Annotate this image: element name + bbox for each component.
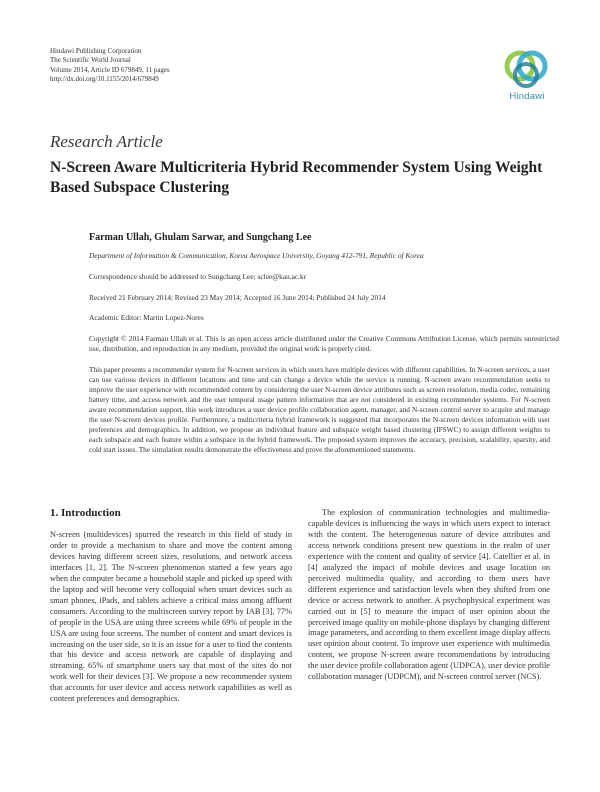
affiliation: Department of Information & Communication, Korea Aerospace University, Goyang 412-791, Republic of Korea <box>89 251 424 260</box>
publication-info <box>50 47 170 84</box>
doi-link[interactable]: http://dx.doi.org/10.1155/2014/679849 <box>50 74 159 83</box>
journal-name: The Scientific World Journal <box>50 56 131 65</box>
academic-editor: Academic Editor: Martin Lopez-Nores <box>89 313 204 322</box>
paragraph: The explosion of communication technologies and multimedia-capable devices is influencing the ways in which users expect to interact with the content. The heterogeneous nature of device attributes and access network conditions present new questions in the realm of user experience with the content and quality of service [4]. Catellier et al. in [4] analyzed the impact of mobile devices and usage location on perceived multimedia quality, and according to them users have different experience and satisfaction levels when they shifted from one device or access network to another. A psychophysical experiment was carried out in [5] to measure the impact of user opinion about the perceived image quality on mobile-phone displays by changing different image parameters, and according to them excellent image display affects user opinion about content. To improve user experience with multimedia content, we propose N-screen aware recommendations by introducing the user device profile collaboration agent (UDPCA), user device profile collaboration manager (UDPCM), and N-screen control server (NCS). <box>308 508 550 682</box>
abstract: This paper presents a recommender system for N-screen services in which users have multiple devices with different capabilities. In N-screen services, a user can use various devices in different locations and time and can change a device while the service is running. N-screen aware recommendation seeks to improve the user experience with recommended content by considering the user N-screen device attributes such as screen resolution, media codec, remaining battery time, and access network and the user temporal usage pattern information that are not considered in existing recommender systems. For N-screen aware recommendation support, this work introduces a user device profile collaboration agent, manager, and N-screen control server to acquire and manage the user N-screen devices profile. Furthermore, a multicriteria hybrid framework is suggested that incorporates the N-screen devices information with user preferences and demographics. In addition, we propose an individual feature and subspace weight based clustering (IFSWC) to assign different weights to each subspace and each feature within a subspace in the hybrid framework. The proposed system improves the accuracy, precision, scalability, sparsity, and cold start issues. The simulation results demonstrate the effectiveness and prove the aforementioned statements. <box>89 365 550 455</box>
body-column-right <box>308 508 550 683</box>
correspondence: Correspondence should be addressed to Sungchang Lee; sclee@kau.ac.kr <box>89 272 307 281</box>
publisher-name: Hindawi Publishing Corporation <box>50 47 142 55</box>
volume-info: Volume 2014, Article ID 679849, 11 pages <box>50 65 170 74</box>
authors: Farman Ullah, Ghulam Sarwar, and Sungchang Lee <box>89 232 312 243</box>
paragraph: N-screen (multidevices) spurred the research in this field of study in order to provide a mechanism to share and move the content among devices having different screen sizes, resolutions, and network access interfaces [1, 2]. The N-screen phenomenon started a few years ago when the computer became a household staple and picked up speed with the laptop and will become very colloquial when smart devices such as smart phones, iPads, and tablets achieve a critical mass among affluent consumers. According to the multiscreen survey report by IAB [3], 77% of people in the USA are using three screens while 69% of people in the USA are using four screens. The number of content and smart devices is increasing on the user side, so it is an issue for a user to find the contents that his device and access network are capable of displaying and streaming. 65% of smartphone users say that most of the sites do not work well for their devices [3]. We propose a new recommender system that accounts for user device and access network capabilities as well as content preferences and demographics. <box>50 530 292 704</box>
hindawi-logo-text: Hindawi <box>509 91 545 102</box>
copyright-notice: Copyright © 2014 Farman Ullah et al. This is an open access article distributed under the Creative Commons Attribution License, which permits unrestricted use, distribution, and reproduction in any medium, provided the original work is properly cited. <box>89 334 559 353</box>
article-title: N-Screen Aware Multicriteria Hybrid Recommender System Using Weight Based Subspace Clustering <box>50 159 543 196</box>
body-column-left <box>50 530 292 705</box>
publication-dates: Received 21 February 2014; Revised 23 May 2014; Accepted 16 June 2014; Published 24 July 2014 <box>89 293 386 302</box>
section-heading: 1. Introduction <box>50 507 121 519</box>
article-type: Research Article <box>50 132 163 151</box>
